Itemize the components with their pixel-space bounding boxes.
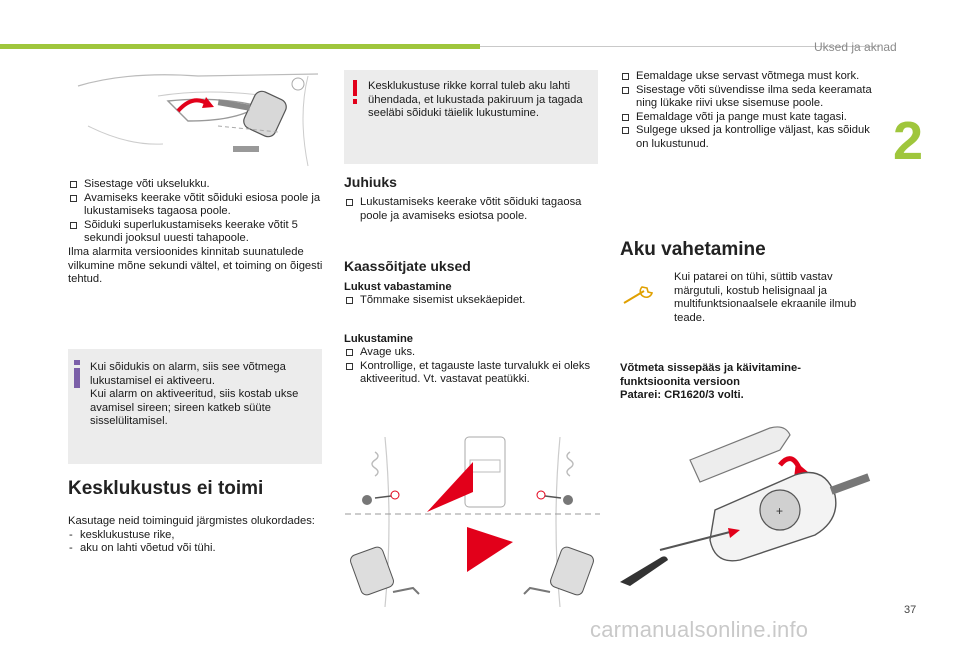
list-item: Avage uks. bbox=[344, 346, 596, 360]
driver-door-steps bbox=[344, 196, 596, 223]
svg-text:+: + bbox=[776, 504, 784, 518]
wrench-icon bbox=[622, 283, 658, 307]
warning-text: Kesklukustuse rikke korral tuleb aku lahti ühendada, et lukustada pakiruum ja tagada seeläbi sõiduki täielik lukustumine. bbox=[368, 80, 583, 120]
confirmation-note: Ilma alarmita versioonides kinnitab suunatulede vilkumine mõne sekundi vältel, et toiming on õigesti tehtud. bbox=[68, 245, 323, 286]
key-battery-replacement-illustration bbox=[620, 420, 882, 588]
warning-icon bbox=[350, 80, 360, 104]
list-item: Eemaldage võti ja pange must kate tagasi. bbox=[620, 111, 878, 125]
list-item: Sisestage võti süvendisse ilma seda keeramata ning lükake riivi ukse sisemuse poole. bbox=[620, 84, 878, 111]
chapter-number: 2 bbox=[893, 111, 924, 171]
key-version-label: Võtmeta sissepääs ja käivitamine- funktsioonita versioon Patarei: CR1620/3 volti. bbox=[620, 362, 878, 403]
list-item: Lukustamiseks keerake võtit sõiduki tagaosa poole ja avamiseks esiotsa poole. bbox=[344, 196, 596, 223]
section-title: Uksed ja aknad bbox=[814, 40, 897, 54]
watermark: carmanualsonline.info bbox=[590, 617, 809, 642]
battery-type: Patarei: CR1620/3 volti. bbox=[620, 389, 744, 402]
battery-warning-text: Kui patarei on tühi, süttib vastav märgutuli, kostub helisignaal ja multifunktsionaalsele ekraanile ilmub teade. bbox=[674, 271, 857, 324]
list-item: Sisestage võti ukselukku. bbox=[68, 178, 324, 192]
driver-door-title: Juhiuks bbox=[344, 174, 397, 190]
lock-steps bbox=[344, 346, 596, 387]
alarm-info-text: Kui sõidukis on alarm, siis see võtmega lukustamisel ei aktiveeru. Kui alarm on aktiveeritud, siis kostab ukse avamisel sireen; sireen katkeb süüte sisselülitamisel. bbox=[90, 361, 299, 428]
list-item: - aku on lahti võetud või tühi. bbox=[68, 542, 324, 556]
failure-intro: Kasutage neid toiminguid järgmistes olukordades: bbox=[68, 515, 315, 527]
unlock-subtitle: Lukust vabastamine bbox=[344, 281, 452, 293]
list-item: Sõiduki superlukustamiseks keerake võtit 5 sekundi jooksul uuesti tahapoole. bbox=[68, 219, 324, 246]
list-item: Sulgege uksed ja kontrollige väljast, kas sõiduk on lukustunud. bbox=[620, 124, 878, 151]
battery-replacement-title: Aku vahetamine bbox=[620, 239, 766, 260]
list-item: Tõmmake sisemist uksekäepidet. bbox=[344, 294, 596, 308]
passenger-doors-title: Kaassõitjate uksed bbox=[344, 258, 471, 274]
passenger-lock-steps bbox=[620, 70, 878, 152]
page-number: 37 bbox=[904, 604, 917, 616]
lock-steps-list bbox=[68, 178, 324, 287]
list-item: Avamiseks keerake võtit sõiduki esiosa poole ja lukustamiseks tagaosa poole. bbox=[68, 192, 324, 219]
header-accent-bar bbox=[0, 44, 480, 49]
list-item: Kontrollige, et tagauste laste turvalukk ei oleks aktiveeritud. Vt. vastavat peatükki. bbox=[344, 360, 596, 387]
lock-subtitle: Lukustamine bbox=[344, 333, 414, 345]
info-icon bbox=[74, 360, 80, 388]
unlock-steps bbox=[344, 294, 596, 308]
passenger-door-lock-illustration bbox=[345, 432, 600, 612]
list-item: - kesklukustuse rike, bbox=[68, 529, 324, 543]
failure-conditions bbox=[68, 515, 324, 556]
central-locking-failure-title: Kesklukustus ei toimi bbox=[68, 478, 264, 499]
door-key-lock-illustration bbox=[68, 66, 324, 172]
list-item: Eemaldage ukse servast võtmega must kork. bbox=[620, 70, 878, 84]
